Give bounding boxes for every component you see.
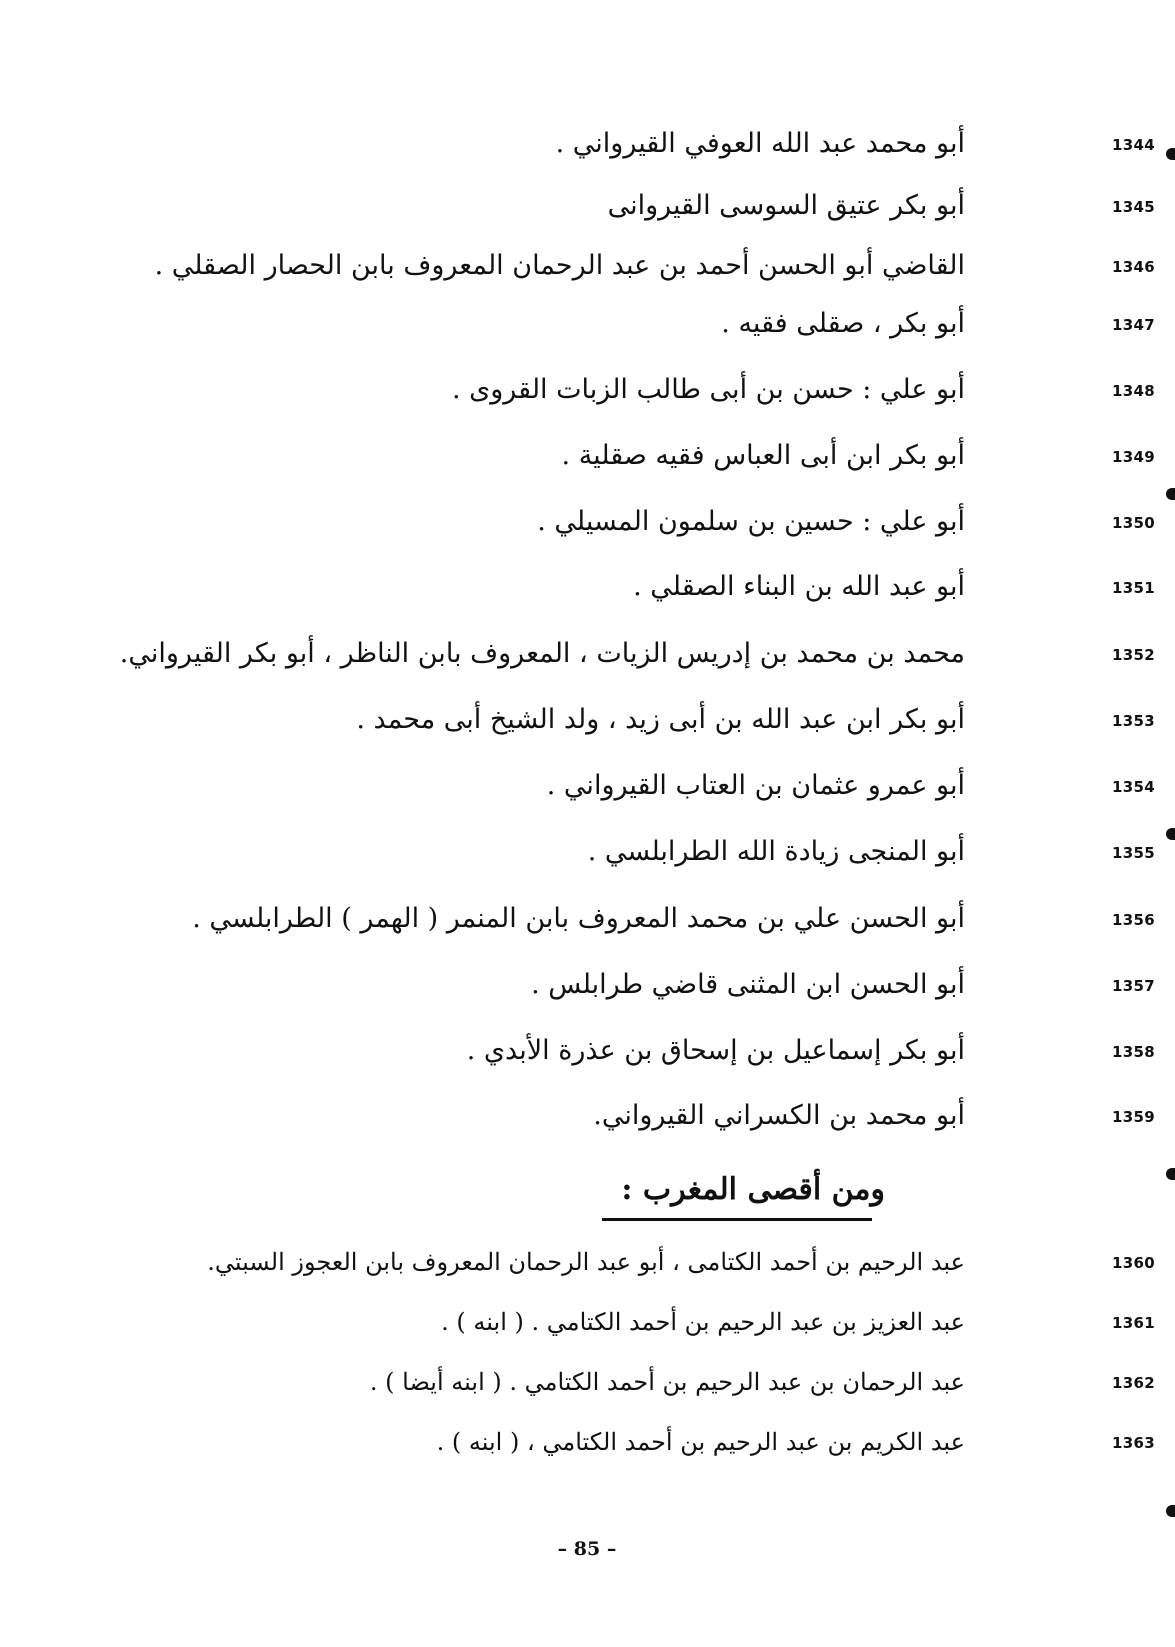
binding-mark xyxy=(1166,1168,1175,1180)
entry-number: 1348 xyxy=(1112,382,1155,400)
entry-number: 1344 xyxy=(1112,136,1155,154)
entry-text: أبو بكر إسماعيل بن إسحاق بن عذرة الأبدي . xyxy=(466,1035,965,1066)
entry-text: أبو عبد الله بن البناء الصقلي . xyxy=(633,571,965,602)
binding-mark xyxy=(1166,828,1175,840)
entry-number: 1352 xyxy=(1112,646,1155,664)
binding-mark xyxy=(1166,488,1175,500)
entry-number: 1356 xyxy=(1112,911,1155,929)
entry-text: أبو علي : حسين بن سلمون المسيلي . xyxy=(537,506,965,537)
entry-number: 1350 xyxy=(1112,514,1155,532)
entry-text: أبو بكر عتيق السوسى القيروانى xyxy=(607,190,965,221)
entry-text: أبو محمد بن الكسراني القيرواني. xyxy=(593,1100,965,1131)
entry-number: 1347 xyxy=(1112,316,1155,334)
entry-text: عبد الكريم بن عبد الرحيم بن أحمد الكتامي ، ( ابنه ) . xyxy=(436,1428,965,1456)
list-item xyxy=(60,1094,1155,1144)
entry-number: 1361 xyxy=(1112,1314,1155,1332)
binding-mark xyxy=(1166,148,1175,160)
entry-text: أبو علي : حسن بن أبى طالب الزبات القروى . xyxy=(451,374,965,405)
list-item xyxy=(60,1240,1155,1290)
heading-underline xyxy=(602,1218,872,1221)
entry-text: أبو بكر ابن عبد الله بن أبى زيد ، ولد الشيخ أبى محمد . xyxy=(356,704,965,735)
entry-text: أبو بكر ، صقلى فقيه . xyxy=(721,308,965,339)
list-item xyxy=(60,565,1155,615)
page-number: – 85 – xyxy=(557,1538,617,1560)
entry-text: عبد الرحيم بن أحمد الكتامى ، أبو عبد الرحمان المعروف بابن العجوز السبتي. xyxy=(207,1248,965,1276)
entry-text: أبو محمد عبد الله العوفي القيرواني . xyxy=(555,128,965,159)
list-item xyxy=(60,500,1155,550)
binding-mark xyxy=(1166,1505,1175,1517)
entry-number: 1349 xyxy=(1112,448,1155,466)
entry-text: أبو الحسن ابن المثنى قاضي طرابلس . xyxy=(531,969,965,1000)
entry-text: أبو المنجى زيادة الله الطرابلسي . xyxy=(587,836,965,867)
entry-text: أبو بكر ابن أبى العباس فقيه صقلية . xyxy=(561,440,965,471)
list-item xyxy=(60,632,1155,682)
list-item xyxy=(60,122,1155,172)
entry-text: عبد العزيز بن عبد الرحيم بن أحمد الكتامي . ( ابنه ) . xyxy=(441,1308,965,1336)
entry-number: 1358 xyxy=(1112,1043,1155,1061)
section-heading: ومن أقصى المغرب : xyxy=(621,1172,885,1207)
list-item xyxy=(60,764,1155,814)
list-item xyxy=(60,244,1155,294)
list-item xyxy=(60,1300,1155,1350)
entry-number: 1354 xyxy=(1112,778,1155,796)
list-item xyxy=(60,963,1155,1013)
list-item xyxy=(60,434,1155,484)
list-item xyxy=(60,897,1155,947)
entry-number: 1360 xyxy=(1112,1254,1155,1272)
entry-number: 1362 xyxy=(1112,1374,1155,1392)
list-item xyxy=(60,1029,1155,1079)
entry-number: 1346 xyxy=(1112,258,1155,276)
list-item xyxy=(60,698,1155,748)
list-item xyxy=(60,1360,1155,1410)
list-item xyxy=(60,302,1155,352)
entry-number: 1357 xyxy=(1112,977,1155,995)
list-item xyxy=(60,368,1155,418)
entry-number: 1363 xyxy=(1112,1434,1155,1452)
entry-number: 1345 xyxy=(1112,198,1155,216)
entry-number: 1359 xyxy=(1112,1108,1155,1126)
list-item xyxy=(60,830,1155,880)
entry-number: 1355 xyxy=(1112,844,1155,862)
entry-text: القاضي أبو الحسن أحمد بن عبد الرحمان المعروف بابن الحصار الصقلي . xyxy=(154,250,965,281)
list-item xyxy=(60,184,1155,234)
entry-number: 1353 xyxy=(1112,712,1155,730)
entry-number: 1351 xyxy=(1112,579,1155,597)
entry-text: أبو عمرو عثمان بن العتاب القيرواني . xyxy=(546,770,965,801)
entry-text: أبو الحسن علي بن محمد المعروف بابن المنمر ( الهمر ) الطرابلسي . xyxy=(192,903,965,934)
list-item xyxy=(60,1420,1155,1470)
entry-text: عبد الرحمان بن عبد الرحيم بن أحمد الكتامي . ( ابنه أيضا ) . xyxy=(369,1368,965,1396)
entry-text: محمد بن محمد بن إدريس الزيات ، المعروف بابن الناظر ، أبو بكر القيرواني. xyxy=(119,638,965,669)
